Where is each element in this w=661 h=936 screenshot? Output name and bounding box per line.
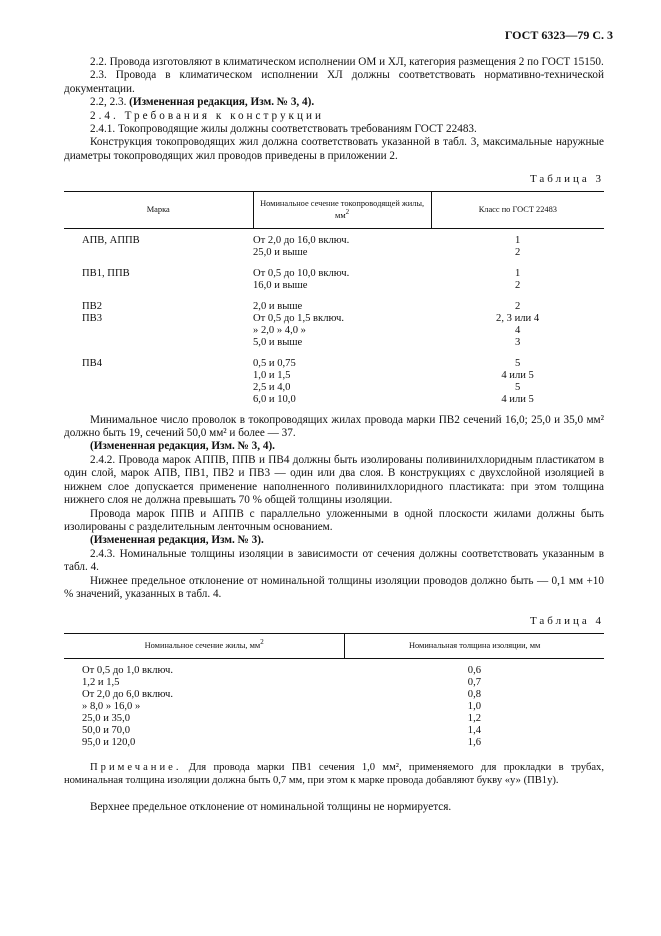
table3-section-cell-line: 25,0 и выше [253,246,308,258]
section-heading-2-4: 2.4. Требования к конструкции [90,109,324,122]
document-body [64,56,604,814]
table3-section-cell [253,259,431,292]
table4-section-cell: От 0,5 до 1,0 включ. [82,664,173,676]
table3-mark-cell [64,349,253,406]
table3-section-cell-line: От 0,5 до 10,0 включ. [253,267,350,279]
paragraph-2-4-1: 2.4.1. Токопроводящие жилы должны соответствовать требованиям ГОСТ 22483. [90,123,477,136]
table3-row-group [64,259,604,292]
table4-thickness-cell: 0,7 [467,676,482,688]
table4-thickness-cell: 1,2 [467,712,482,724]
table3-mark-cell [64,228,253,259]
table3-class-cell-line: 4 или 5 [501,393,534,405]
table4-row [64,737,604,749]
table3-class-cell-line: 5 [514,381,521,393]
table3-class-cell [431,349,604,406]
table3-section-cell-line: 6,0 и 10,0 [253,393,296,405]
table4-caption: Таблица 4 [529,615,604,628]
table3-section-cell [253,349,431,406]
table3-section-cell-line: 2,5 и 4,0 [253,381,291,393]
table4-thickness-cell: 1,4 [467,724,482,736]
page-header: ГОСТ 6323—79 С. 3 [504,28,613,42]
table4-row [64,713,604,725]
paragraph-flat-wires: Провода марок ППВ и АППВ с параллельно уложенными в одной плоскости жилами должны быть изолированы с разделительным ленточным основанием. [64,507,604,533]
table3-class-cell [431,259,604,292]
table3-section-cell-line: 16,0 и выше [253,279,308,291]
table3-mark-cell [64,292,253,349]
table3-section-cell-line: 5,0 и выше [253,336,303,348]
table3-mark-cell [64,259,253,292]
table3-class-cell-line: 4 или 5 [501,369,534,381]
table4-section-cell: 95,0 и 120,0 [82,736,136,748]
table3-class-cell-line: 2 [514,279,521,291]
table3-row-group [64,228,604,259]
paragraph-min-wires: Минимальное число проволок в токопроводящих жилах провода марки ПВ2 сечений 16,0; 25,0 и 35,0 мм² должно быть 19, сечений 50,0 мм² и более — 37. [64,413,604,440]
table4-row [64,658,604,677]
table4-header-section [64,633,345,658]
table4-thickness-cell: 1,0 [467,700,482,712]
table4-thickness-cell: 0,6 [467,664,482,676]
table4-header-section-sup: 2 [260,637,264,646]
table3-mark-cell-line: АПВ, АППВ [82,234,140,246]
table4-note [64,761,604,787]
table3-mark-cell-line: ПВ4 [82,357,103,369]
table3-section-cell-line: От 2,0 до 16,0 включ. [253,234,350,246]
table4-row [64,701,604,713]
table-3 [64,191,604,406]
paragraph-lower-deviation: Нижнее предельное отклонение от номинальной толщины изоляции проводов должно быть — 0,1 мм +10 % значений, указанных в табл. 4. [64,574,604,600]
table3-row-group [64,292,604,349]
amendment-text: (Измененная редакция, Изм. № 3, 4). [129,96,315,109]
table4-section-cell: 1,2 и 1,5 [82,676,120,688]
table4-section-cell: От 2,0 до 6,0 включ. [82,688,173,700]
table3-class-cell-line: 5 [514,357,521,369]
table3-section-cell-line: 1,0 и 1,5 [253,369,291,381]
paragraph-2-4-2: 2.4.2. Провода марок АППВ, ППВ и ПВ4 должны быть изолированы поливинилхлоридным пластикатом в один слой, марок АПВ, ПВ1, ПВ2 и ПВ3 — один или два слоя. В конструкциях с двухслойной изоляцией в нижнем слое допускается применение наполненного поливинилхлоридного пластиката: при этом толщина нижнего слоя не должна превышать 70 % общей толщины изоляции. [64,453,604,507]
table3-header-section-text: Номинальное сечение токопроводящей жилы, мм [260,198,425,220]
table-4 [64,633,604,749]
paragraph-construction: Конструкция токопроводящих жил должна соответствовать указанной в табл. 3, максимальные наружные диаметры токопроводящих жил проводов приведены в приложении 2. [64,136,604,162]
table3-mark-cell-line: ПВ1, ППВ [82,267,130,279]
table3-header-mark: Марка [64,191,253,228]
table3-header-section [253,191,431,228]
table4-thickness-cell: 0,8 [467,688,482,700]
paragraph-2-3: 2.3. Провода в климатическом исполнении ХЛ должны соответствовать нормативно-технической документации. [64,69,604,95]
note-text: Для провода марки ПВ1 сечения 1,0 мм², применяемого для прокладки в трубах, номинальная толщина изоляции должна быть 0,7 мм, при этом к марке провода добавляют букву «у» (ПВ1у). [64,761,604,786]
table3-section-cell-line: » 2,0 » 4,0 » [253,324,306,336]
table4-section-cell: 25,0 и 35,0 [82,712,131,724]
amendment-note-3: (Измененная редакция, Изм. № 3). [90,534,264,547]
table3-section-cell-line: 2,0 и выше [253,300,303,312]
table3-row-group [64,349,604,406]
table3-class-cell-line: 3 [514,336,521,348]
table4-section-cell: » 8,0 » 16,0 » [82,700,141,712]
table3-mark-cell-line: ПВ2 [82,300,103,312]
table4-row [64,725,604,737]
table3-class-cell-line: 1 [514,267,521,279]
paragraph-2-2: 2.2. Провода изготовляют в климатическом исполнении ОМ и ХЛ, категория размещения 2 по ГОСТ 15150. [90,56,604,68]
table3-class-cell [431,292,604,349]
table3-class-cell-line: 2 [514,246,521,258]
table3-header-class: Класс по ГОСТ 22483 [431,191,604,228]
note-lead: Примечание. [90,761,182,773]
table4-header-section-text: Номинальное сечение жилы, мм [144,640,261,650]
table3-class-cell-line: 4 [514,324,521,336]
table4-thickness-cell: 1,6 [467,736,482,748]
table3-caption: Таблица 3 [529,173,604,186]
table3-mark-cell-line: ПВ3 [82,312,103,324]
paragraph-2-4-3: 2.4.3. Номинальные толщины изоляции в зависимости от сечения должны соответствовать указанным в табл. 4. [64,547,604,574]
table4-row [64,677,604,689]
paragraph-upper-deviation: Верхнее предельное отклонение от номинальной толщины не нормируется. [90,800,452,813]
amendment-note-2: (Измененная редакция, Изм. № 3, 4). [90,440,275,453]
table3-section-cell-line: 0,5 и 0,75 [253,357,296,369]
table4-row [64,689,604,701]
table3-class-cell-line: 2, 3 или 4 [496,312,540,324]
table3-section-cell [253,292,431,349]
amendment-lead: 2.2, 2.3. [90,96,127,109]
table4-header-thickness: Номинальная толщина изоляции, мм [345,633,604,658]
table3-section-cell-line: От 0,5 до 1,5 включ. [253,312,344,324]
table3-class-cell [431,228,604,259]
table4-section-cell: 50,0 и 70,0 [82,724,131,736]
table3-header-section-sup: 2 [345,207,350,216]
table3-class-cell-line: 2 [514,300,521,312]
table3-section-cell [253,228,431,259]
table3-class-cell-line: 1 [514,234,521,246]
amendment-note-2-2-2-3 [64,96,604,109]
